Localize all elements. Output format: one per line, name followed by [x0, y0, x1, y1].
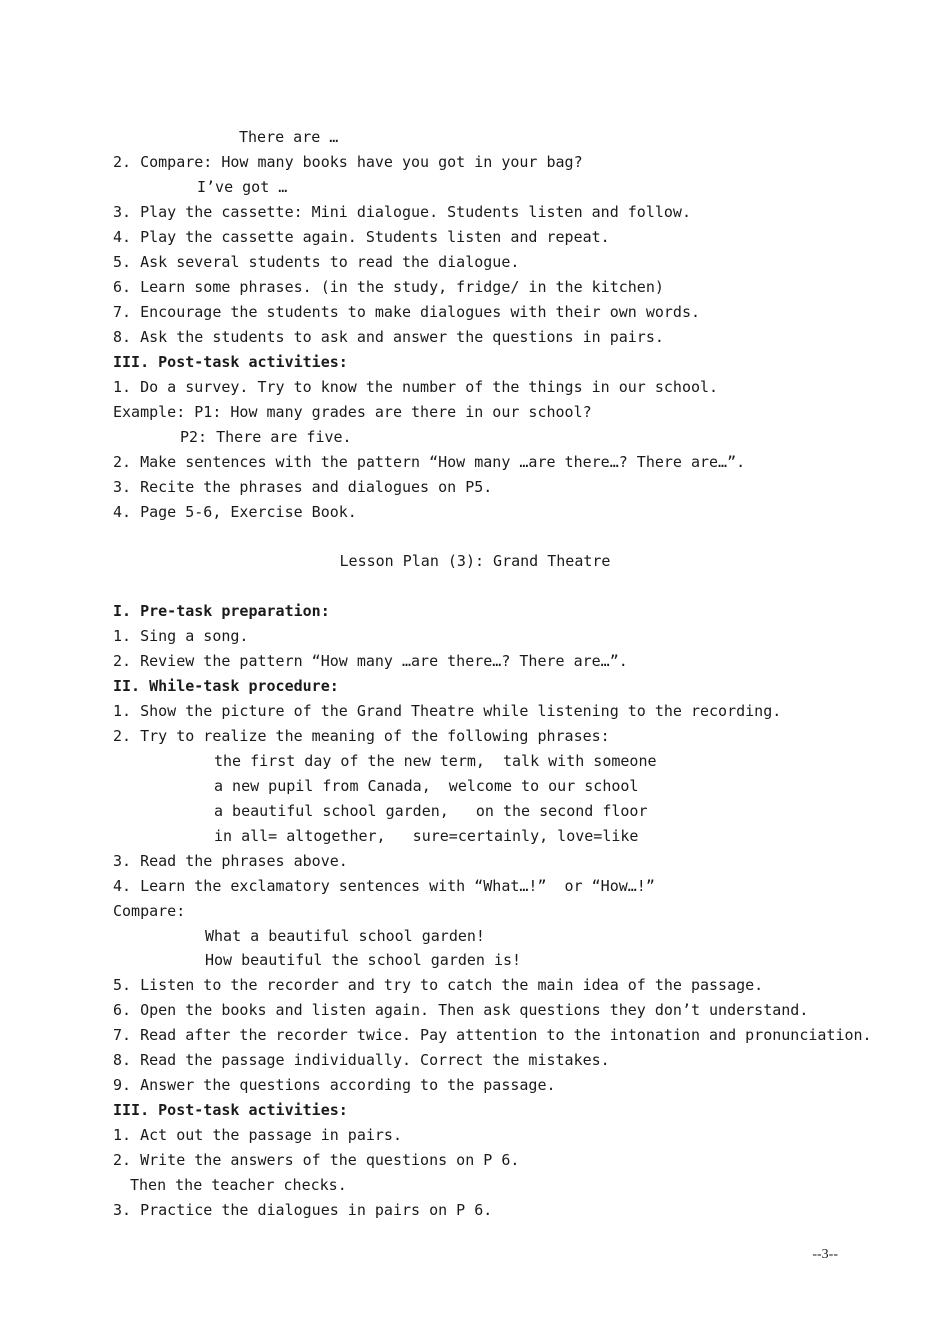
- text-line: 8. Ask the students to ask and answer the questions in pairs.: [113, 328, 664, 346]
- section-heading: III. Post-task activities:: [113, 1101, 348, 1119]
- text-line: 8. Read the passage individually. Correct the mistakes.: [113, 1051, 610, 1069]
- text-line: What a beautiful school garden!: [205, 927, 485, 945]
- text-line: P2: There are five.: [180, 428, 352, 446]
- text-line: Example: P1: How many grades are there in our school?: [113, 403, 592, 421]
- text-line: a beautiful school garden, on the second floor: [214, 802, 648, 820]
- text-line: Then the teacher checks.: [130, 1176, 347, 1194]
- text-line: 2. Compare: How many books have you got in your bag?: [113, 153, 583, 171]
- text-line: in all= altogether, sure=certainly, love=like: [214, 827, 639, 845]
- text-line: 1. Do a survey. Try to know the number of the things in our school.: [113, 378, 719, 396]
- text-line: 3. Read the phrases above.: [113, 852, 348, 870]
- page-number: --3--: [812, 1247, 838, 1262]
- section-heading: II. While-task procedure:: [113, 677, 339, 695]
- text-line: 4. Play the cassette again. Students listen and repeat.: [113, 228, 610, 246]
- text-line: a new pupil from Canada, welcome to our school: [214, 777, 639, 795]
- text-line: Compare:: [113, 902, 186, 920]
- text-line: 2. Make sentences with the pattern “How many …are there…? There are…”.: [113, 453, 746, 471]
- text-line: 6. Open the books and listen again. Then ask questions they don’t understand.: [113, 1001, 809, 1019]
- text-line: 3. Practice the dialogues in pairs on P 6.: [113, 1201, 493, 1219]
- text-line: 6. Learn some phrases. (in the study, fridge/ in the kitchen): [113, 278, 664, 296]
- text-line: How beautiful the school garden is!: [205, 951, 522, 969]
- text-line: 3. Play the cassette: Mini dialogue. Students listen and follow.: [113, 203, 691, 221]
- text-line: There are …: [239, 128, 339, 146]
- text-line: I’ve got …: [197, 178, 288, 196]
- text-line: 4. Learn the exclamatory sentences with “What…!” or “How…!”: [113, 877, 655, 895]
- text-line: 7. Read after the recorder twice. Pay attention to the intonation and pronunciation.: [113, 1026, 872, 1044]
- text-line: 5. Listen to the recorder and try to catch the main idea of the passage.: [113, 976, 764, 994]
- text-line: 1. Sing a song.: [113, 627, 249, 645]
- text-line: 4. Page 5-6, Exercise Book.: [113, 503, 357, 521]
- text-line: 7. Encourage the students to make dialogues with their own words.: [113, 303, 700, 321]
- text-line: 9. Answer the questions according to the passage.: [113, 1076, 556, 1094]
- text-line: 3. Recite the phrases and dialogues on P5.: [113, 478, 493, 496]
- text-line: 1. Show the picture of the Grand Theatre while listening to the recording.: [113, 702, 782, 720]
- text-line: 2. Try to realize the meaning of the following phrases:: [113, 727, 610, 745]
- text-line: the first day of the new term, talk with someone: [214, 752, 657, 770]
- text-line: 2. Review the pattern “How many …are there…? There are…”.: [113, 652, 628, 670]
- text-line: 2. Write the answers of the questions on P 6.: [113, 1151, 520, 1169]
- text-line: 1. Act out the passage in pairs.: [113, 1126, 402, 1144]
- section-heading: III. Post-task activities:: [113, 353, 348, 371]
- text-line: 5. Ask several students to read the dialogue.: [113, 253, 520, 271]
- lesson-title: Lesson Plan (3): Grand Theatre: [339, 552, 611, 570]
- section-heading: I. Pre-task preparation:: [113, 602, 330, 620]
